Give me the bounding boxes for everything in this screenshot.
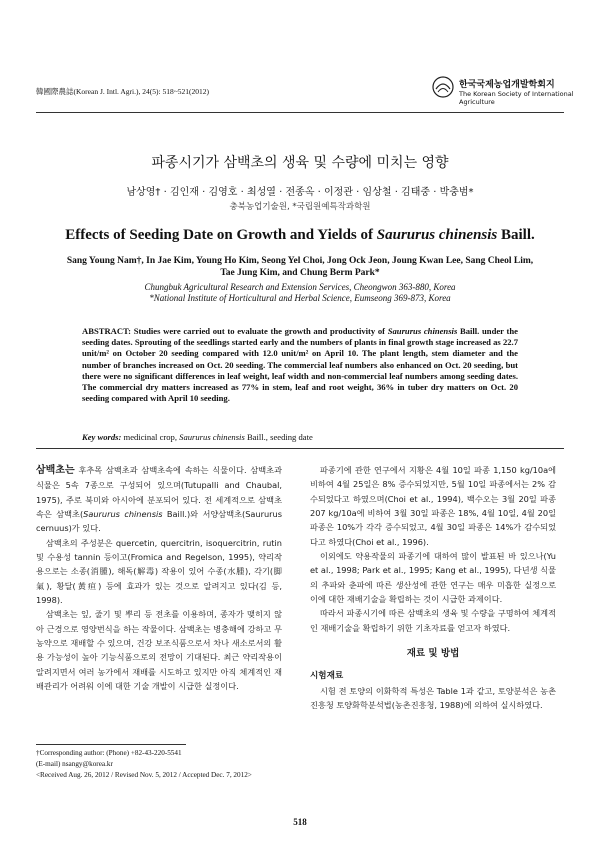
english-authors-line1: Sang Young Nam†, In Jae Kim, Young Ho Kim, Seong Yel Choi, Jong Ock Jeon, Joung Kwan Lee, Sang Cheol Lim,: [66, 256, 534, 266]
body-right-column: [310, 463, 556, 713]
footnote-divider: [36, 744, 186, 745]
paragraph: 이외에도 약용작물의 파종기에 대하여 많이 발표된 바 있으나(Yu et al., 1998; Park et al., 1995; Kang et al., 1995), 다년생 식물의 추파와 춘파에 따른 생산성에 관한 연구는 매우 미흡한 실정으로 이에 대한 재배기술을 확립하는 것이 시급한 과제이다.: [310, 551, 556, 605]
body-left-column: [36, 463, 282, 694]
korean-authors: 남상영† · 김인재 · 김영호 · 최성열 · 전종옥 · 이정관 · 임상철 · 김태중 · 박충범*: [126, 187, 474, 198]
english-affiliation-line1: Chungbuk Agricultural Research and Extension Services, Cheongwon 363-880, Korea: [144, 282, 456, 292]
abstract: [82, 326, 518, 404]
keywords-species: Saururus chinensis: [179, 432, 245, 442]
logo-english-name-line2: Agriculture: [459, 98, 495, 106]
english-title-suffix: Baill.: [497, 227, 535, 243]
abstract-text-a: Studies were carried out to evaluate the growth and productivity of: [131, 326, 388, 336]
keywords-text-b: Baill., seeding date: [244, 432, 313, 442]
english-title-species: Saururus chinensis: [376, 227, 498, 243]
footnote: [36, 748, 306, 781]
korean-title: 파종시기가 삼백초의 생육 및 수량에 미치는 영향: [151, 155, 449, 171]
english-authors: [36, 255, 564, 279]
logo-korean-name: 한국국제농업개발학회지: [459, 80, 555, 90]
society-logo: [432, 74, 572, 110]
paragraph: 삼백초는 잎, 줄기 및 뿌리 등 전초를 이용하며, 종자가 맺히지 않아 근경으로 영양번식을 하는 작물이다. 삼백초는 병충해에 강하고 무농약으로 재배할 수 있으며, 건강 보조식품으로서 차나 새소로서의 활용 가능성이 높아 기능식품으로의 전망이 기대된다. 최근 약리작용이 알려지면서 여러 농가에서 재배를 시도하고 있지만 아직 체계적인 재배관리가 어려워 이에 대한 기술 개발이 시급한 실정이다.: [36, 609, 282, 692]
english-title-prefix: Effects of Seeding Date on Growth and Yields of: [65, 227, 377, 243]
paragraph: 파종기에 관한 연구에서 지황은 4월 10일 파종 1,150 kg/10a에 비하여 4월 25일은 8% 증수되었지만, 5월 10일 파종에서는 2% 감수되었다고 하였으며(Choi et al., 1994), 백수오는 3월 20일 파종 207 kg/10a에 비하여 3월 30일 파종은 18%, 4월 10일, 4월 20일 파종은 10%가 각각 증수되었고, 4월 30일 파종은 14%가 감수되었다고 하였다(Choi et al., 1996).: [310, 465, 556, 547]
english-affiliation: [36, 282, 564, 304]
logo-english-name-line1: The Korean Society of International: [459, 90, 574, 98]
paragraph-text: Baill.)와 서양삼백초(Saururus cernuus)가 있다.: [36, 509, 282, 534]
society-emblem-icon: [432, 76, 454, 98]
section-heading: 재료 및 방법: [406, 648, 460, 660]
keywords: [82, 432, 518, 442]
paragraph: [36, 463, 282, 536]
paragraph: 시험 전 토양의 이화학적 특성은 Table 1과 같고, 토양분석은 농촌진흥청 토양화학분석법(농촌진흥청, 1988)에 의하여 실시하였다.: [310, 685, 556, 711]
abstract-divider: [36, 448, 564, 449]
paragraph-text: 후추목 삼백초과 삼백초속에 속하는 식물이다. 삼백초과 식물은 5속 7종으로 구성되어 있으며(Tutupalli and Chaubal, 1975), 주로 북미와 아시아에 분포되어 있다. 전 세계적으로 삼백초속은 삼백초(: [36, 465, 282, 520]
keywords-text-a: medicinal crop,: [121, 432, 180, 442]
paragraph: 삼백초의 주성분은 quercetin, quercitrin, isoquercitrin, rutin 및 수용성 tannin 등이고(Fromica and Regelson, 1995), 약리작용으로는 소종(消腫), 해독(解毒) 작용이 있어 수종(水腫), 각기(脚氣), 황달(黃疸) 등에 효과가 있는 것으로 알려지고 있다(김 등, 1998).: [36, 537, 282, 606]
abstract-species: Saururus chinensis: [387, 326, 458, 336]
korean-affiliation: 충북농업기술원, *국립원예특작과학원: [229, 202, 371, 212]
keywords-label: Key words:: [82, 432, 122, 442]
journal-citation: 韓國際農誌(Korean J. Intl. Agri.), 24(5): 518~521(2012): [36, 87, 209, 96]
english-affiliation-line2: *National Institute of Horticultural and Herbal Science, Eumseong 369-873, Korea: [149, 293, 451, 303]
subheading: 시험재료: [310, 671, 344, 682]
paragraph: 따라서 파종시기에 따른 삼백초의 생육 및 수량을 구명하여 체계적인 재배기술을 확립하기 위한 기초자료를 얻고자 하였다.: [310, 608, 556, 633]
english-title: [36, 227, 564, 244]
footnote-received: <Received Aug. 26, 2012 / Revised Nov. 5, 2012 / Accepted Dec. 7, 2012>: [36, 771, 252, 779]
footnote-email: (E-mail) nsangy@korea.kr: [36, 760, 113, 768]
species-name: Saururus chinensis: [83, 509, 163, 520]
page-number: 518: [293, 817, 307, 827]
english-authors-line2: Tae Jung Kim, and Chung Berm Park*: [220, 268, 380, 278]
lead-term: 삼백초는: [36, 465, 75, 476]
header-divider: [36, 112, 564, 113]
abstract-label: ABSTRACT:: [82, 326, 132, 336]
footnote-corresponding: †Corresponding author: (Phone) +82-43-220-5541: [36, 749, 182, 757]
abstract-text-b: Baill. under the seeding dates. Sprouting of the seedlings started early and the numbers of plants in final growth stage increased as 22.7 unit/m² on October 20 seeding compared with 12.0 unit/m² on April 10. The plant length, stem diameter and the number of branches increased on Oct. 20 seeding. The commercial leaf numbers also enhanced on Oct. 20 seeding, but there were no significant differences in leaf weight, leaf width and non-commercial leaf numbers among seeding dates. The commercial dry matters increased as 77% in stem, leaf and root weight, 36% in tuber dry matters on Oct. 20 seeding compared with April 10 seeding.: [82, 326, 518, 404]
